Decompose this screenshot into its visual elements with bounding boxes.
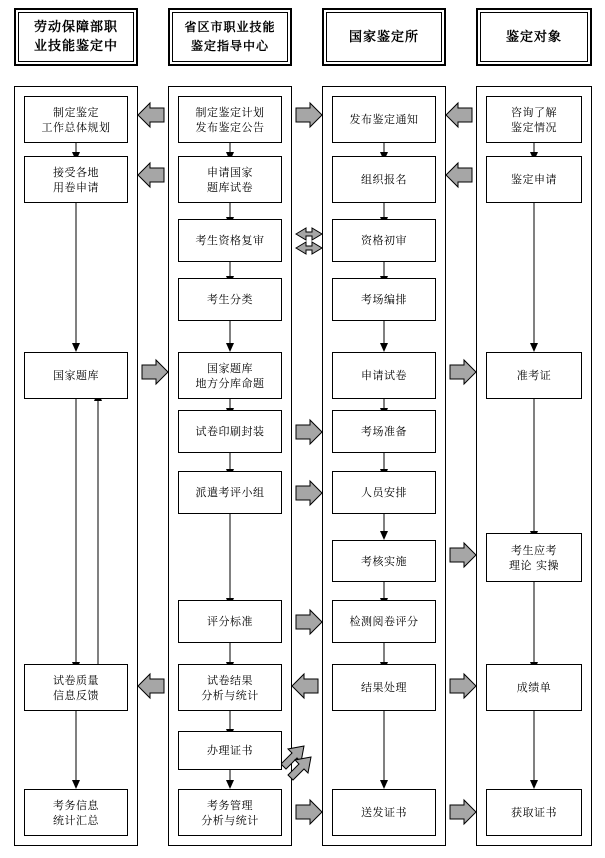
- node-bank-local[interactable]: [178, 352, 282, 399]
- node-apply-paper[interactable]: [332, 352, 436, 399]
- node-line: 获取证书: [511, 806, 557, 819]
- node-identify-apply[interactable]: [486, 156, 582, 203]
- node-line: 国家题库: [53, 369, 99, 382]
- node-exam-manage-stat[interactable]: [178, 789, 282, 836]
- node-score-standard[interactable]: [178, 600, 282, 643]
- node-line: 办理证书: [207, 744, 253, 757]
- node-line: 试卷印刷封装: [195, 425, 265, 438]
- node-result-analysis[interactable]: [178, 664, 282, 711]
- node-line: 题库试卷: [207, 180, 253, 194]
- node-line: 考生资格复审: [195, 234, 265, 247]
- node-line: 理论 实操: [509, 558, 559, 572]
- node-organize-register[interactable]: [332, 156, 436, 203]
- header-line: 鉴定对象: [505, 29, 562, 45]
- node-line: 检测阅卷评分: [349, 615, 419, 628]
- node-line: 试卷质量: [53, 673, 99, 687]
- node-line: 国家题库: [207, 361, 253, 375]
- header-line: 省区市职业技能: [184, 20, 276, 34]
- node-line: 派遣考评小组: [195, 486, 265, 499]
- node-line: 鉴定情况: [511, 120, 557, 134]
- node-exam-arrange[interactable]: [332, 278, 436, 321]
- node-line: 考核实施: [361, 554, 407, 568]
- node-line: 用卷申请: [53, 180, 99, 194]
- node-line: 人员安排: [361, 486, 407, 499]
- column-header-candidate: [476, 8, 592, 66]
- node-apply-national-bank[interactable]: [178, 156, 282, 203]
- node-line: 发布鉴定公告: [195, 120, 265, 134]
- node-line: 资格初审: [361, 234, 407, 247]
- node-line: 考生分类: [207, 293, 253, 306]
- column-header-province: [168, 8, 292, 66]
- node-line: 接受各地: [53, 165, 99, 179]
- node-line: 考务信息: [53, 798, 99, 812]
- header-line: 鉴定指导中心: [190, 39, 269, 53]
- node-exam-info-stat[interactable]: [24, 789, 128, 836]
- node-line: 试卷结果: [207, 673, 253, 687]
- node-line: 分析与统计: [201, 688, 259, 702]
- node-accept-paper-apply[interactable]: [24, 156, 128, 203]
- node-line: 组织报名: [361, 173, 407, 186]
- node-line: 信息反馈: [53, 688, 99, 702]
- node-qualify-first[interactable]: [332, 219, 436, 262]
- node-candidate-exam[interactable]: [486, 533, 582, 582]
- node-exam-implement[interactable]: [332, 540, 436, 582]
- node-score-report[interactable]: [486, 664, 582, 711]
- node-line: 评分标准: [207, 615, 253, 628]
- node-send-cert[interactable]: [332, 789, 436, 836]
- node-quality-feedback[interactable]: [24, 664, 128, 711]
- node-line: 发布鉴定通知: [349, 113, 419, 126]
- node-print-seal[interactable]: [178, 410, 282, 453]
- node-line: 制定鉴定计划: [195, 105, 265, 119]
- node-line: 送发证书: [361, 806, 407, 819]
- node-line: 申请国家: [207, 165, 253, 179]
- node-line: 咨询了解: [511, 105, 557, 119]
- node-publish-notice[interactable]: [332, 96, 436, 143]
- node-overall-plan[interactable]: [24, 96, 128, 143]
- node-line: 考场编排: [361, 293, 407, 306]
- node-get-cert[interactable]: [486, 789, 582, 836]
- node-national-bank[interactable]: [24, 352, 128, 399]
- node-check-mark[interactable]: [332, 600, 436, 643]
- header-line: 业技能鉴定中: [33, 39, 118, 54]
- node-qualify-review[interactable]: [178, 219, 282, 262]
- node-plan-announce[interactable]: [178, 96, 282, 143]
- node-line: 制定鉴定: [53, 105, 99, 119]
- node-line: 工作总体规划: [41, 120, 111, 134]
- column-header-national: [322, 8, 446, 66]
- header-line: 劳动保障部职: [33, 20, 118, 35]
- node-line: 鉴定申请: [511, 173, 557, 186]
- node-line: 考务管理: [207, 798, 253, 812]
- node-line: 考场准备: [361, 425, 407, 438]
- node-consult[interactable]: [486, 96, 582, 143]
- node-line: 统计汇总: [53, 813, 99, 827]
- node-classify[interactable]: [178, 278, 282, 321]
- node-line: 申请试卷: [361, 369, 407, 382]
- node-admission-ticket[interactable]: [486, 352, 582, 399]
- node-line: 分析与统计: [201, 813, 259, 827]
- node-line: 准考证: [516, 369, 552, 382]
- node-line: 考生应考: [511, 543, 557, 557]
- node-exam-prepare[interactable]: [332, 410, 436, 453]
- node-result-process[interactable]: [332, 664, 436, 711]
- header-line: 国家鉴定所: [348, 29, 419, 45]
- node-line: 地方分库命题: [195, 376, 265, 390]
- node-handle-cert[interactable]: [178, 731, 282, 770]
- node-line: 结果处理: [361, 681, 407, 694]
- node-line: 成绩单: [516, 681, 552, 694]
- node-staff-arrange[interactable]: [332, 471, 436, 514]
- node-dispatch-team[interactable]: [178, 471, 282, 514]
- column-header-labor: [14, 8, 138, 66]
